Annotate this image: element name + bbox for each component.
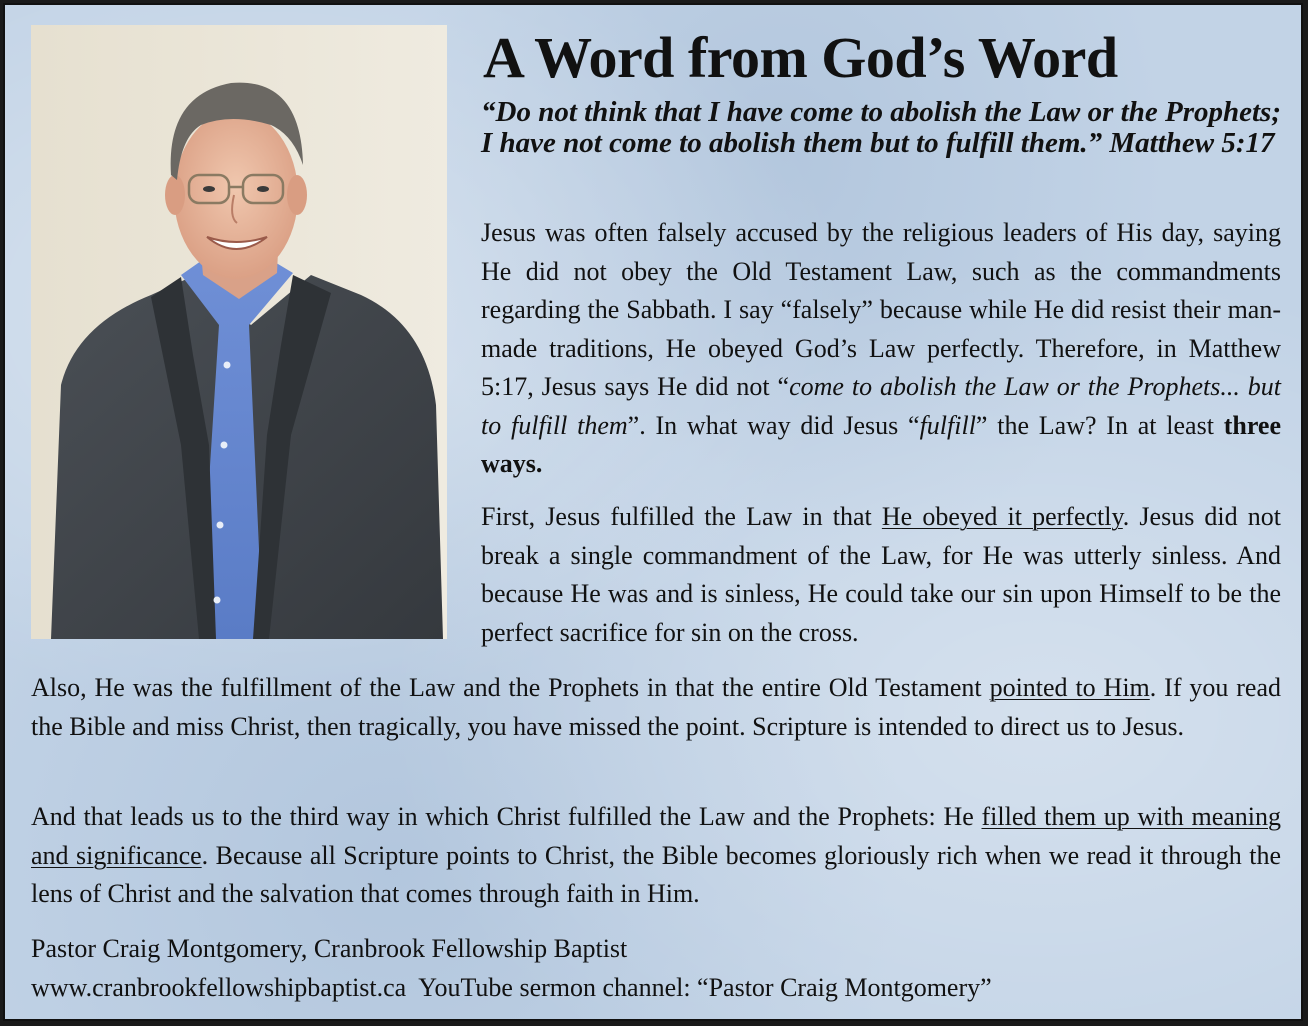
youtube-channel: YouTube sermon channel: “Pastor Craig Montgomery” — [418, 973, 992, 1002]
scripture-verse: “Do not think that I have come to abolish the Law or the Prophets; I have not come to abolish them but to fulfill them.” Matthew 5:17 — [481, 96, 1281, 159]
text-run: . Jesus did not break a single commandment of the Law, for He was utterly sinless. And because He was and is sinless, He could take our sin upon Himself to be the perfect sacrifice for sin on the cross. — [481, 502, 1282, 647]
ad-panel — [3, 3, 1303, 1021]
pastor-portrait-image — [31, 25, 447, 639]
text-run: . Because all Scripture points to Christ, the Bible becomes gloriously rich when we read it through the lens of Christ and the salvation that comes through faith in Him. — [31, 840, 1282, 908]
text-run: Also, He was the fulfillment of the Law and the Prophets in that the entire Old Testament — [31, 673, 990, 702]
underlined-phrase: filled them up with meaning and significance — [31, 802, 1281, 870]
quote-italic: come to abolish the Law or the Prophets... but to fulfill them — [481, 372, 1282, 440]
text-run: First, Jesus fulfilled the Law in that — [481, 502, 882, 531]
signature-name: Pastor Craig Montgomery, Cranbrook Fellowship Baptist — [31, 934, 628, 963]
underlined-phrase: He obeyed it perfectly — [881, 502, 1123, 531]
paragraph-second-way — [31, 669, 1281, 746]
website-link[interactable]: www.cranbrookfellowshipbaptist.ca — [31, 973, 407, 1002]
text-run: ” the Law? In at least — [975, 410, 1224, 440]
text-run: And that leads us to the third way in which Christ fulfilled the Law and the Prophets: He — [31, 802, 982, 831]
paragraph-intro — [481, 214, 1281, 484]
text-run: . If you read the Bible and miss Christ, then tragically, you have missed the point. Scripture is intended to direct us to Jesus. — [31, 673, 1282, 741]
fulfill-italic: fulfill — [919, 410, 976, 440]
paragraph-first-way — [481, 498, 1281, 652]
signature-block — [31, 929, 1281, 1007]
page-title: A Word from God’s Word — [483, 25, 1118, 90]
text-run: ”. In what way did Jesus “ — [627, 410, 920, 440]
underlined-phrase: pointed to Him — [989, 673, 1150, 702]
pastor-photo — [31, 25, 447, 639]
text-run: Jesus was often falsely accused by the religious leaders of His day, saying He did not obey the Old Testament Law, such as the commandments regarding the Sabbath. I say “falsely” because while He did resist their man-made traditions, He obeyed God’s Law perfectly. Therefore, in Matthew 5:17, Jesus says He did not “ — [481, 218, 1281, 401]
three-ways-bold: three ways. — [481, 410, 1281, 478]
paragraph-third-way — [31, 798, 1281, 914]
